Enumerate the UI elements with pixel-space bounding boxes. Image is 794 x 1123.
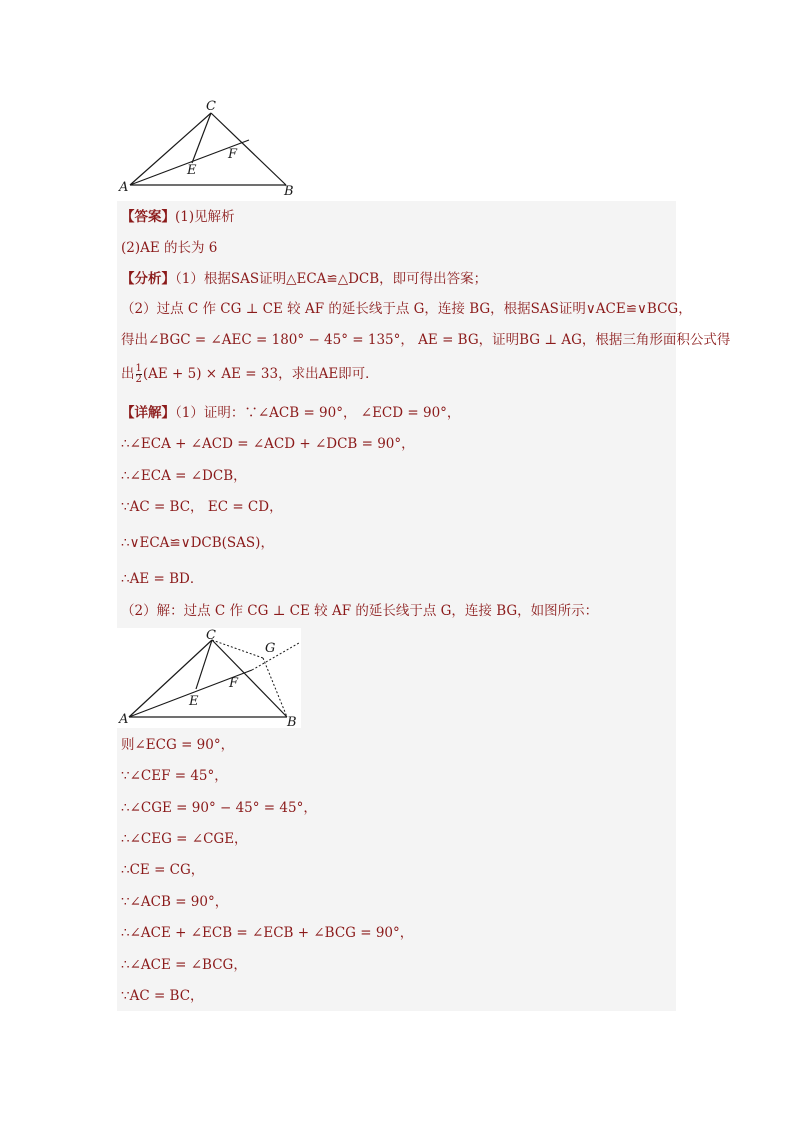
detail-line-6: ∴AE = BD．: [121, 571, 204, 587]
label-g-2: G: [265, 641, 276, 656]
label-f-2: F: [229, 676, 239, 691]
detail-line-16: ∵AC = BC，: [121, 988, 204, 1004]
triangle-figure-2: [117, 628, 301, 728]
fraction-numerator: 1: [135, 363, 142, 374]
label-b-2: B: [287, 715, 297, 728]
detail-line-9: ∵∠CEF = 45°，: [121, 768, 228, 784]
detail-line-12: ∴CE = CG，: [121, 862, 205, 878]
label-c-2: C: [206, 628, 216, 643]
detail-line-14: ∴∠ACE + ∠ECB = ∠ECB + ∠BCG = 90°，: [121, 925, 414, 941]
segment-ac: [130, 113, 211, 185]
segment-cb: [211, 113, 286, 185]
detail-line-10: ∴∠CGE = 90° − 45° = 45°，: [121, 800, 317, 816]
detail-line-15: ∴∠ACE = ∠BCG，: [121, 957, 247, 973]
segment-cb-2: [212, 640, 287, 717]
analysis-line-1: [121, 269, 672, 289]
label-c: C: [206, 99, 216, 114]
analysis-line-3: 得出∠BGC = ∠AEC = 180° − 45° = 135°， AE = BG，证明BG ⊥ AG，根据三角形面积公式得: [121, 332, 731, 348]
label-a: A: [119, 180, 129, 195]
answer-line-2: (2)AE 的长为 6: [121, 240, 218, 256]
detail-line-1: [121, 403, 672, 423]
analysis-line-4: [121, 364, 672, 385]
detail-line-11: ∴∠CEG = ∠CGE，: [121, 831, 248, 847]
detail-line-2: ∴∠ECA + ∠ACD = ∠ACD + ∠DCB = 90°，: [121, 436, 415, 452]
fraction-denominator: 2: [135, 374, 142, 385]
detail-text-1: （1）证明：∵∠ACB = 90°， ∠ECD = 90°，: [175, 405, 461, 421]
analysis-text-1: （1）根据SAS证明△ECA≌△DCB，即可得出答案；: [175, 271, 488, 287]
dashed-cg: [212, 640, 263, 658]
label-a-2: A: [119, 712, 129, 727]
analysis-line-4-post: (AE + 5) × AE = 33，求出AE即可．: [142, 366, 379, 382]
fraction-half: [136, 364, 142, 385]
dashed-gb: [263, 658, 287, 717]
detail-tag: 【详解】: [121, 405, 175, 421]
detail-line-13: ∵∠ACB = 90°，: [121, 894, 229, 910]
label-e: E: [187, 163, 197, 178]
answer-tag: 【答案】: [121, 209, 175, 225]
detail-line-8: 则∠ECG = 90°，: [121, 737, 235, 753]
label-e-2: E: [189, 694, 199, 709]
solution-block: [117, 201, 731, 1011]
detail-line-5: ∴∨ECA≌∨DCB(SAS)，: [121, 535, 274, 551]
triangle-figure-1: [116, 95, 306, 200]
analysis-line-2: （2）过点 C 作 CG ⊥ CE 较 AF 的延长线于点 G，连接 BG，根据SAS证明∨ACE≌∨BCG，: [121, 301, 692, 317]
label-f: F: [228, 147, 238, 162]
detail-line-7: （2）解：过点 C 作 CG ⊥ CE 较 AF 的延长线于点 G，连接 BG，如图所示：: [121, 603, 599, 619]
answer-line-1: [121, 207, 672, 227]
label-b: B: [284, 184, 294, 199]
analysis-tag: 【分析】: [121, 271, 175, 287]
analysis-line-4-pre: 出: [121, 366, 135, 382]
detail-line-4: ∵AC = BC， EC = CD，: [121, 499, 283, 515]
detail-line-3: ∴∠ECA = ∠DCB，: [121, 468, 247, 484]
answer-text-1: (1)见解析: [175, 209, 235, 225]
